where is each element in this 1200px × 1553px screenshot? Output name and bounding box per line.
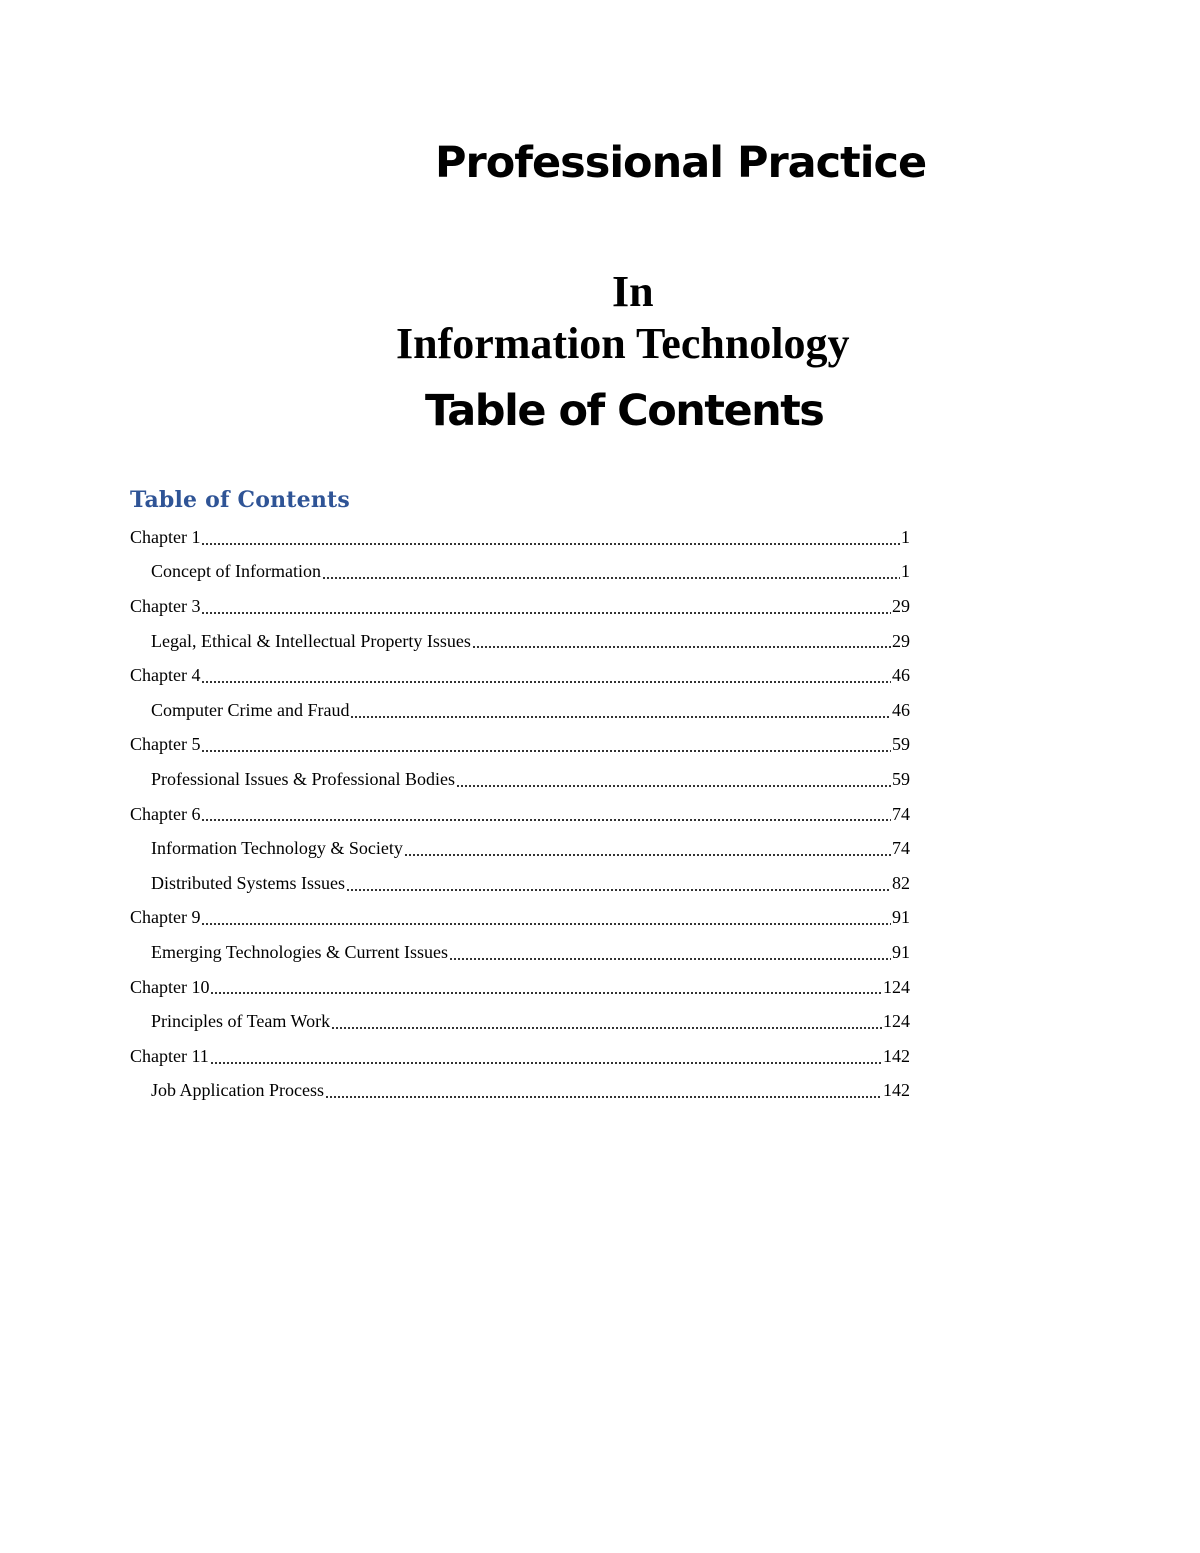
toc-entry[interactable] <box>130 693 910 728</box>
toc-entry[interactable] <box>130 555 910 590</box>
toc-entry-page-number: 91 <box>892 941 910 962</box>
toc-entry-title: Chapter 6 <box>130 803 201 824</box>
toc-entry-title: Computer Crime and Fraud <box>151 699 350 720</box>
toc-entry[interactable] <box>130 831 910 866</box>
toc-dot-leader <box>404 853 891 857</box>
toc-entry[interactable] <box>130 728 910 763</box>
toc-dot-leader <box>325 1095 882 1099</box>
toc-dot-leader <box>350 715 891 719</box>
toc-dot-leader <box>210 991 882 995</box>
toc-entry-title: Chapter 10 <box>130 976 210 997</box>
toc-dot-leader <box>201 542 900 546</box>
toc-entry[interactable] <box>130 624 910 659</box>
cover-title-line-4: Table of Contents <box>425 386 824 436</box>
toc-entry[interactable] <box>130 520 910 555</box>
toc-entry-page-number: 29 <box>892 630 910 651</box>
toc-entry-page-number: 124 <box>883 976 910 997</box>
toc-entry-page-number: 59 <box>892 768 910 789</box>
toc-dot-leader <box>201 749 891 753</box>
toc-entry-title: Emerging Technologies & Current Issues <box>151 941 449 962</box>
toc-list <box>130 520 910 1108</box>
toc-entry[interactable] <box>130 1004 910 1039</box>
toc-entry[interactable] <box>130 866 910 901</box>
toc-dot-leader <box>449 957 891 961</box>
toc-entry-page-number: 91 <box>892 907 910 928</box>
toc-entry-title: Principles of Team Work <box>151 1011 331 1032</box>
toc-entry-page-number: 59 <box>892 734 910 755</box>
cover-title-line-1: Professional Practice <box>435 138 927 188</box>
toc-entry-page-number: 46 <box>892 699 910 720</box>
toc-entry[interactable] <box>130 762 910 797</box>
toc-entry-title: Concept of Information <box>151 561 321 582</box>
toc-entry[interactable] <box>130 589 910 624</box>
toc-entry-title: Chapter 4 <box>130 665 201 686</box>
toc-entry[interactable] <box>130 935 910 970</box>
toc-entry-page-number: 1 <box>901 526 910 547</box>
toc-entry[interactable] <box>130 970 910 1005</box>
toc-dot-leader <box>456 784 891 788</box>
toc-entry-page-number: 29 <box>892 595 910 616</box>
toc-dot-leader <box>322 576 900 580</box>
toc-dot-leader <box>201 611 891 615</box>
toc-dot-leader <box>201 818 891 822</box>
toc-entry-title: Chapter 11 <box>130 1045 209 1066</box>
toc-entry-page-number: 74 <box>892 838 910 859</box>
toc-dot-leader <box>201 680 891 684</box>
toc-entry-title: Legal, Ethical & Intellectual Property Issues <box>151 630 471 651</box>
toc-entry-title: Chapter 1 <box>130 526 201 547</box>
toc-entry-title: Distributed Systems Issues <box>151 872 346 893</box>
toc-entry-page-number: 82 <box>892 872 910 893</box>
toc-entry[interactable] <box>130 797 910 832</box>
toc-entry-title: Chapter 9 <box>130 907 201 928</box>
toc-entry[interactable] <box>130 901 910 936</box>
cover-title-line-2: In <box>612 267 654 316</box>
toc-entry[interactable] <box>130 1039 910 1074</box>
toc-entry-page-number: 124 <box>883 1011 910 1032</box>
toc-entry-page-number: 1 <box>901 561 910 582</box>
toc-dot-leader <box>201 922 891 926</box>
toc-dot-leader <box>346 888 891 892</box>
toc-entry-page-number: 142 <box>883 1080 910 1101</box>
toc-dot-leader <box>472 645 891 649</box>
toc-entry-title: Job Application Process <box>151 1080 324 1101</box>
toc-dot-leader <box>210 1061 882 1065</box>
toc-entry-title: Professional Issues & Professional Bodies <box>151 768 455 789</box>
cover-title-line-3: Information Technology <box>396 319 850 368</box>
toc-entry-title: Chapter 5 <box>130 734 201 755</box>
toc-entry-page-number: 74 <box>892 803 910 824</box>
toc-entry-title: Information Technology & Society <box>151 838 403 859</box>
toc-dot-leader <box>331 1026 882 1030</box>
toc-entry-page-number: 46 <box>892 665 910 686</box>
toc-entry-page-number: 142 <box>883 1045 910 1066</box>
toc-entry[interactable] <box>130 1074 910 1109</box>
toc-heading: Table of Contents <box>130 487 350 513</box>
toc-entry-title: Chapter 3 <box>130 595 201 616</box>
toc-entry[interactable] <box>130 658 910 693</box>
